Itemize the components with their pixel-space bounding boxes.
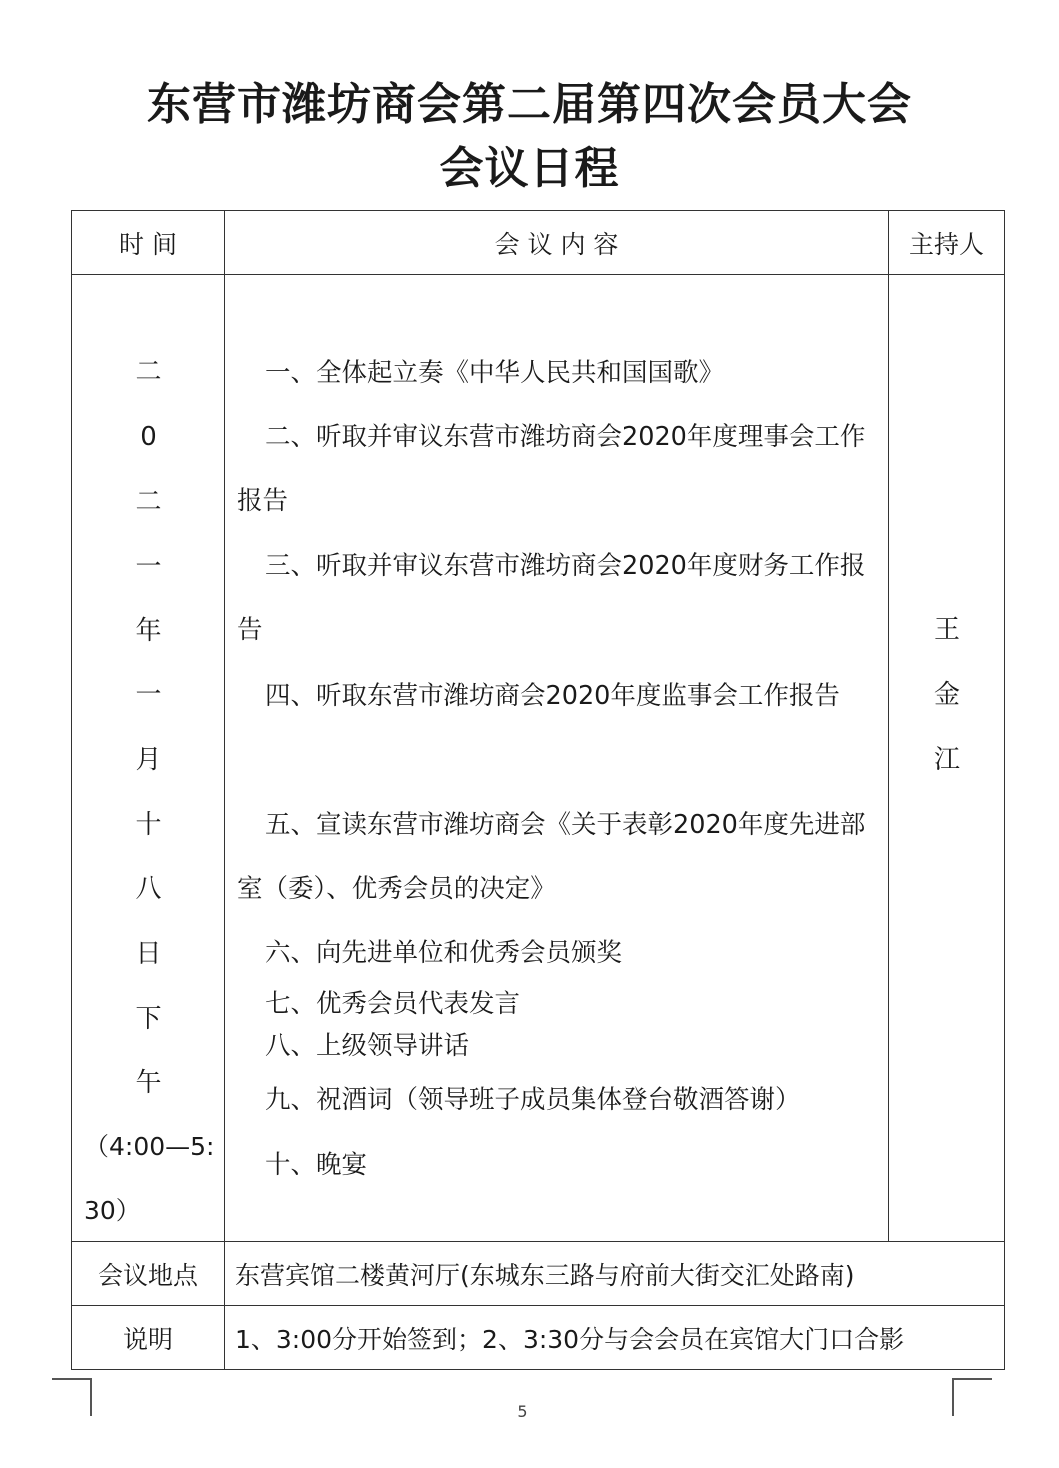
time-char: 八 bbox=[135, 874, 162, 904]
time-char: 月 bbox=[135, 745, 162, 775]
agenda-item: 六、向先进单位和优秀会员颁奖 bbox=[265, 938, 623, 968]
page-number: 5 bbox=[517, 1402, 528, 1421]
time-cell bbox=[72, 275, 225, 1242]
agenda-item: 三、听取并审议东营市潍坊商会2020年度财务工作报告 bbox=[237, 551, 866, 645]
crop-mark-left-h bbox=[52, 1378, 92, 1380]
schedule-table bbox=[71, 210, 1005, 1370]
time-char: 0 bbox=[140, 422, 157, 452]
content-cell bbox=[225, 275, 889, 1242]
document-subtitle: 会议日程 bbox=[439, 143, 620, 194]
host-char: 江 bbox=[933, 745, 960, 775]
header-row bbox=[72, 211, 1005, 275]
time-char: 二 bbox=[135, 357, 162, 387]
venue-value: 东营宾馆二楼黄河厅(东城东三路与府前大街交汇处路南) bbox=[225, 1242, 1005, 1306]
header-host: 主持人 bbox=[889, 211, 1005, 275]
crop-mark-right-h bbox=[952, 1378, 992, 1380]
time-char: 年 bbox=[135, 616, 162, 646]
time-char: 十 bbox=[135, 810, 162, 840]
note-label: 说明 bbox=[72, 1306, 225, 1370]
agenda-row bbox=[72, 275, 1005, 1242]
venue-row bbox=[72, 1242, 1005, 1306]
note-value: 1、3:00分开始签到；2、3:30分与会会员在宾馆大门口合影 bbox=[225, 1306, 1005, 1370]
time-char: 二 bbox=[135, 487, 162, 517]
time-char: 一 bbox=[135, 680, 162, 710]
header-time: 时 间 bbox=[72, 211, 225, 275]
agenda-item: 十、晚宴 bbox=[265, 1150, 368, 1180]
agenda-item: 二、听取并审议东营市潍坊商会2020年度理事会工作报告 bbox=[237, 422, 866, 516]
agenda-item: 八、上级领导讲话 bbox=[265, 1031, 470, 1061]
host-cell bbox=[889, 275, 1005, 1242]
note-row bbox=[72, 1306, 1005, 1370]
agenda-item: 五、宣读东营市潍坊商会《关于表彰2020年度先进部室（委）、优秀会员的决定》 bbox=[237, 810, 866, 904]
document-title: 东营市潍坊商会第二届第四次会员大会 bbox=[147, 79, 912, 130]
time-char: 午 bbox=[135, 1068, 162, 1098]
host-char: 金 bbox=[933, 680, 960, 710]
agenda-item: 七、优秀会员代表发言 bbox=[265, 989, 521, 1019]
time-char: 日 bbox=[135, 939, 162, 969]
venue-label: 会议地点 bbox=[72, 1242, 225, 1306]
agenda-item: 一、全体起立奏《中华人民共和国国歌》 bbox=[265, 358, 725, 388]
host-char: 王 bbox=[933, 615, 960, 645]
header-content: 会 议 内 容 bbox=[225, 211, 889, 275]
time-char: 下 bbox=[135, 1004, 162, 1034]
agenda-item: 四、听取东营市潍坊商会2020年度监事会工作报告 bbox=[265, 681, 840, 711]
time-range: （4:00—5:30） bbox=[84, 1132, 215, 1225]
agenda-item: 九、祝酒词（领导班子成员集体登台敬酒答谢） bbox=[265, 1085, 801, 1115]
time-char: 一 bbox=[135, 552, 162, 582]
